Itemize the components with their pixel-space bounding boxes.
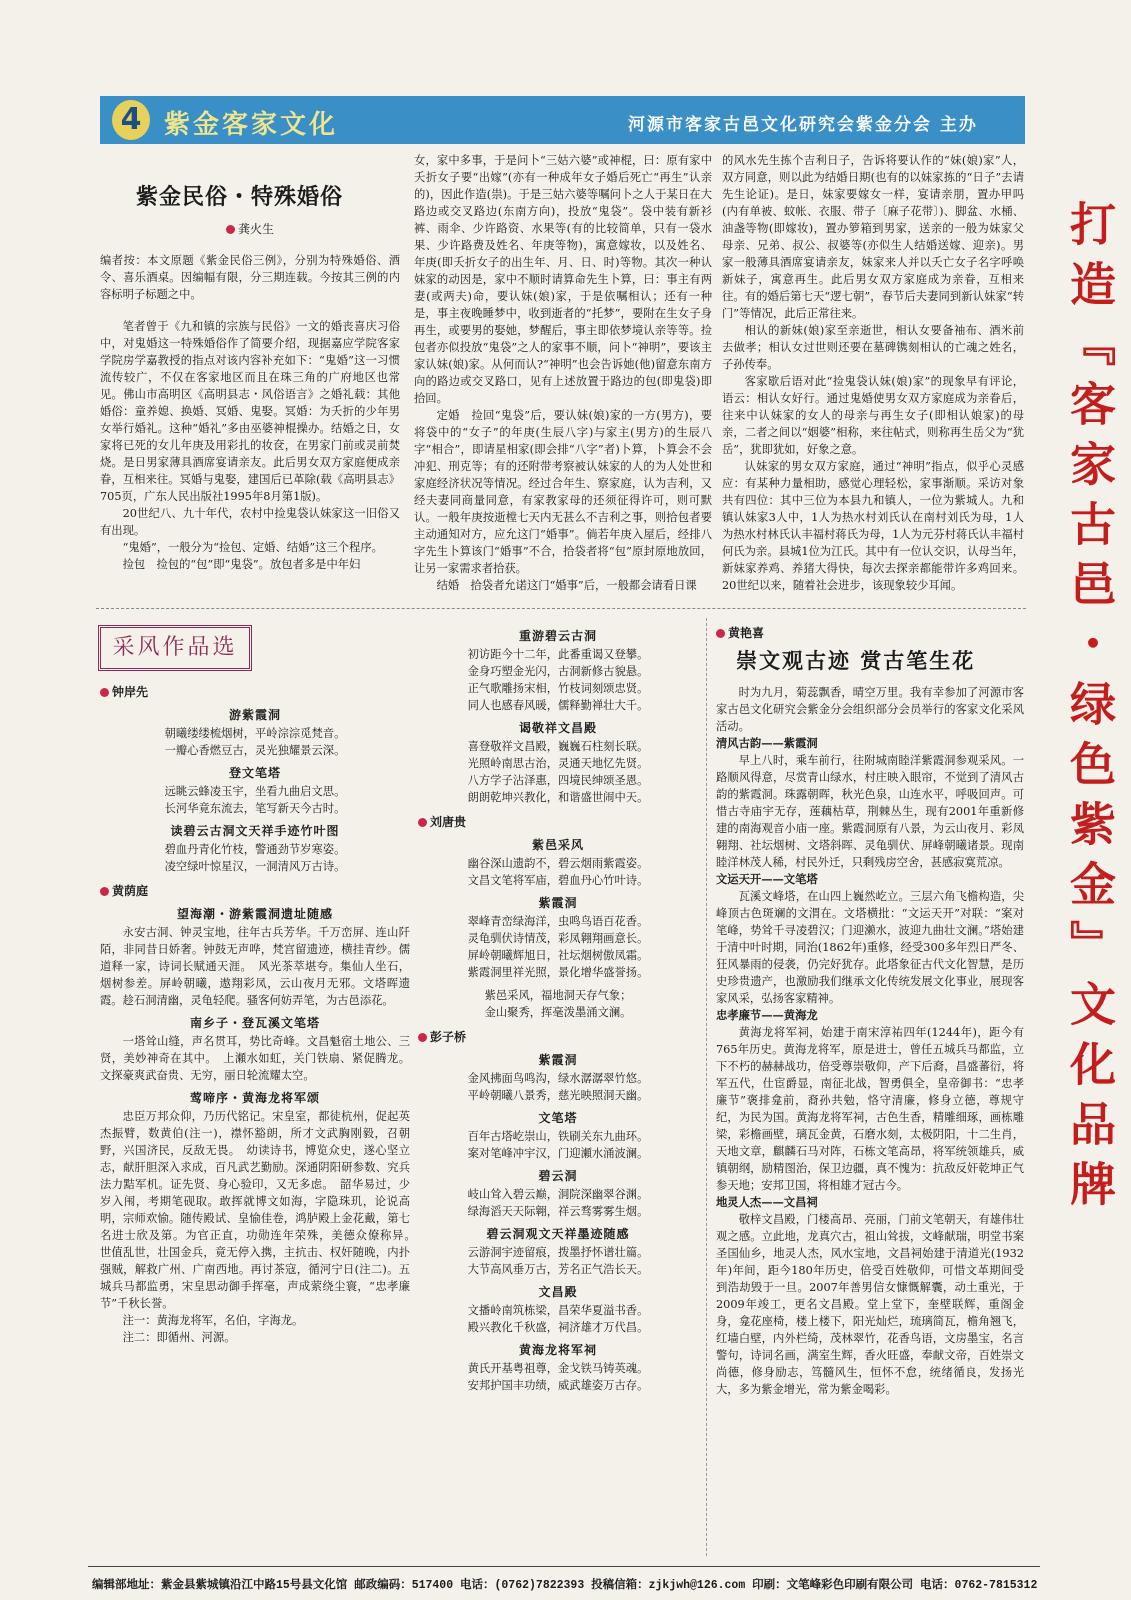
poem-author (100, 883, 410, 900)
byline-dot-icon (226, 225, 235, 234)
article-title: 紫金民俗・特殊婚俗 (136, 184, 344, 210)
paragraph: 敬梓文昌殿，门楼高昂、亮丽，门前文笔朝天，有雄伟壮观之感。立此地，龙真穴古，祖山耸拔，文峰献瑞，明堂书案圣国仙乡，地灵人杰，风水宝地，文昌祠始建于清道光(1932年)年间，距今180年历史，倍受百姓敬仰，可惜文革期间受到浩劫毁于一旦。2007年善男信女慷慨解囊，动土重光，于2009年竣工，更名文昌殿。堂上堂下，奎壁联辉，重阁金身，龛花座椅，楼上楼下，阳光灿烂，琉璃简瓦，檐角翘飞，红墙白壁，内外栏绮，茂林翠竹，花香鸟语，文房墨宝，名言警句，诗词名画，满室生辉，香火旺盛，奉献文帝，百姓崇文尚德，修身励志，笃髓风生，恒怀不怠，统绪循良，发扬光大，多为紫金增光，常为紫金喝彩。 (716, 1213, 1024, 1396)
author-name: 彭子桥 (430, 1030, 467, 1044)
author-dot-icon (418, 818, 427, 827)
poem-title: 南乡子・登瓦溪文笔塔 (189, 1016, 320, 1030)
author-dot-icon (100, 688, 109, 697)
organizer-text: 河源市客家古邑文化研究会紫金分会 主办 (628, 115, 978, 135)
poem-line: 远眺云蜂凌玉宇，坐看九曲启文思。 (164, 785, 346, 798)
author-name: 黄荫庭 (112, 884, 149, 898)
paragraph: 认妹家的男女双方家庭，通过“神明”指点，似乎心灵感应：有某种力量相助，感觉心理轻松，家事渐顺。采访对象共有四位：其中三位为本县九和镇人，一位为紫城人。九和镇认妹家3人中，1人为热水村刘氏认在南村刘氏为母，1人为热水村林氏认丰福村蒋氏为母，1人为元芬村蒋氏认丰福村何氏为亲。县城1位为江氏。其中有一位认交识，认母当年，新妹家养鸡、养猪大得快，每次去探亲都能带许多鸡回来。20世纪以来，随着社会进步，该现象较少耳闻。 (722, 460, 1024, 592)
author-dot-icon (100, 887, 109, 896)
paragraph: 客家歇后语对此“捡鬼袋认妹(娘)家”的现象早有评论，语云：相认女好行。通过鬼婚使男女双方家庭成为亲眷后，往来中认妹家的女人的母亲与再生女子(即相认娘家)的母亲，二者之间以“姻婆”相称，来往帖式，则称再生岳父为“犹岳”，犹即犹如，好象之意。 (722, 375, 1024, 456)
poem-author (418, 1029, 698, 1046)
paragraph: 女，家中多事，于是问卜“三姑六婆”或神棍，曰：原有家中夭折女子要“出嫁”(亦有一种成年女子婚后死亡“再生”认亲的)，因此作造(祟)。于是三姑六婆等嘱问卜之人于某日在大路边或交叉路边(东南方向)，投放“鬼袋”。袋中装有新衫裤、雨伞、少许路资、水果等(有的比较简单，只有一袋水果、少许路费及姓名、年庚等物)，寓意嫁妆，以及姓名、年庚(即夭折女子的出生年、月、日、时)等物。其次一种认妹家的动因是，家中不顺时请算命先生卜算，曰：事主有两妻(或两夫)命，要认妹(娘)家，于是依嘱相认；还有一种是，事主夜晚睡梦中，收到逝者的“托梦”，要附在生女子身再生，或要男的娶她，梦醒后，事主即依梦境认亲等等。捡包者亦似投放“鬼袋”之人的家事不顺，问卜“神明”，要该主家认妹(娘)家。从何而认?“神明”也会告诉她(他)留意东南方向的路边或交叉路口，见有上述放置于路边的包(即鬼袋)即拾回。 (414, 154, 712, 405)
poem-line: 岐山耸入碧云巅，洞院深幽翠谷渊。 (467, 1188, 649, 1201)
subheading: 文运天开——文笔塔 (716, 872, 818, 886)
poem-title: 游紫霞洞 (228, 708, 281, 722)
footer-rule (88, 1566, 1040, 1567)
poem-line: 朝曦缕缕梳烟树，平岭淙淙觅梵音。 (164, 727, 346, 740)
poem-title: 登文笔塔 (228, 766, 281, 780)
poem-line: 案对笔峰冲宇汉，门迎瀬水涌波澜。 (467, 1147, 649, 1160)
poem-line: 朗朗乾坤兴教化，和谐盛世闹中天。 (467, 791, 649, 804)
poem-line: 幽谷深山遗韵不，碧云烟雨紫霞姿。 (467, 857, 649, 870)
poem-title: 文昌殿 (538, 1285, 578, 1299)
poem-line: 凌空绿叶惊星汉，一洞清风万古诗。 (164, 860, 346, 873)
poem-line: 紫邑采风，福地洞天存气象； (484, 989, 632, 1002)
author-name: 黄艳喜 (728, 626, 765, 640)
paragraph: 的风水先生拣个吉利日子，告诉将要认作的“妹(娘)家”人，双方同意，则以此为结婚日期(也有的以妹家拣的“日子”去请先生论证)。是日，妹家要嫁女一样，宴请亲朋，置办甲吗(内有单被、蚊帐、衣服、带子〔麻子花带〕)、脚盆、水桶、油盏等物(即嫁妆)，置办箩箱到男家，送亲的一般为妹家父母亲、兄弟、叔公、叔婆等(亦似生人结婚送嫁、迎亲)。男家一般薄具酒席宴请亲友，妹家来人并以夭亡女子名字呼唤新妹子，寓意再生。此后男女双方家庭成为亲眷，互相来往。有的婚后第七天“逻七朝”，春节后夫妻同到新认妹家“转门”等情况，此后正常往来。 (722, 154, 1024, 320)
article-column-2 (414, 152, 712, 600)
poem-title: 碧云洞 (538, 1169, 578, 1183)
byline-dot-icon (716, 629, 725, 638)
editor-note: 编者按：本文原题《紫金民俗三例》，分别为特殊婚俗、酒令、喜乐酒桌。因编幅有限，分三期连载。今按其三例的内容标明子标题之中。 (100, 254, 400, 301)
paragraph: 瓦溪文峰塔，在山四上巍然屹立。三层六角飞檐构造，尖峰顶古色斑斓的文渭在。文塔横批：“文运天开”对联：“案对笔峰，势耸千寻凌碧汉；门迎濑水，波迎九曲壮文澜。”塔始建于清中叶时期，同治(1862年)重修，经受300多年烈日严冬、狂风暴雨的侵袭，仍完好犹存。此塔象征古代文化智慧，是历史珍贵遗产，也激励我们继承文化传统发展文化事业，展现客家风采，弘扬客家精神。 (716, 890, 1024, 1005)
poem-title: 紫霞洞 (538, 1053, 578, 1067)
poem-author (100, 684, 410, 701)
poem-title: 谒敬祥文昌殿 (518, 721, 597, 735)
poem-line: 同人也感春风暖，儒释勤禅壮大千。 (467, 699, 649, 712)
poem-title: 文笔塔 (538, 1111, 578, 1125)
poem-line: 金山聚秀，挥毫泼墨涌文澜。 (484, 1006, 632, 1019)
poem-title: 读碧云古洞文天祥手迹竹叶图 (170, 824, 340, 838)
poem-text: 一塔耸山缝，声名贯耳，势比奇峰。文昌魁宿土地公、三贤，美妙神奇在其中。 上瀬水如虹，关门铁扇、紧促腾龙。文探豪爽武奋贵、无穷，丽日轮流耀太空。 (100, 1035, 410, 1082)
poem-line: 光照岭南思古治，灵通天地忆先贤。 (467, 757, 649, 770)
poem-line: 一瓣心香燃豆古，灵光独耀景云深。 (164, 744, 346, 757)
poem-title: 紫邑采风 (531, 838, 584, 852)
poem-line: 八方学子沾泽惠，四境民绅颂圣恩。 (467, 774, 649, 787)
article-title: 崇文观古迹 赏古笔生花 (736, 648, 976, 673)
paragraph: 笔者曾于《九和镇的宗族与民俗》一文的婚丧喜庆习俗中，对鬼婚这一特殊婚俗作了简要介绍，现据嘉应学院客家学院房学嘉教授的指点对该内容补充如下：“鬼婚”这一习惯流传较广，不仅在客家地区而且在珠三角的广府地区也常见。佛山市高明区《高明县志・风俗语言》之婚礼载：其他婚俗：童养媳、换婚、冥婚、鬼娶。冥婚：为夭折的少年男女举行婚礼。这种“婚礼”多由巫婆神棍操办。结婚之日，女家将已死的女儿年庚及用彩扎的妆奁，在男家门前或灵前焚烧。是日男家薄具酒席宴请亲友。此后男女双方家庭便成亲眷，互相来往。冥婚与鬼娶，建国后已革除(载《高明县志》705页，广东人民出版社1995年8月第1版)。 (100, 320, 400, 503)
poem-line: 百年古塔屹崇山，铁刷关东九曲环。 (467, 1130, 649, 1143)
poem-title: 望海潮・游紫霞洞遗址随感 (176, 907, 333, 921)
paragraph: “鬼婚”，一般分为“捡包、定婚、结婚”这三个程序。 (122, 541, 383, 554)
poem-line: 翠峰青峦绿海洋，虫鸣鸟语百花香。 (467, 915, 649, 928)
poems-column-1 (100, 676, 422, 1556)
paragraph: 时为九月，菊蕊飘香，晴空万里。我有幸参加了河源市客家古邑文化研究会紫金分会组织部分会员举行的客家文化采风活动。 (716, 686, 1024, 733)
poem-line: 安邦护国丰功绩，威武雄姿万古存。 (467, 1379, 649, 1392)
poem-line: 云游洞宇迹留痕，拨墨抒怀谱壮篇。 (467, 1246, 649, 1259)
poem-line: 初访距今十二年，此番重谒又登攀。 (467, 648, 649, 661)
poem-line: 平岭朝曦八景秀，慈光映照洞天幽。 (467, 1089, 649, 1102)
poem-title: 黄海龙将军祠 (518, 1343, 597, 1357)
footer-contact: 编辑部地址：紫金县紫城镇沿江中路15号县文化馆 邮政编码：517400 电话：(0762)7822393 投稿信箱：zjkjwh@126.com 印刷：文笔峰彩色印刷有限公司 电话：0762-7815312 (92, 1579, 1038, 1592)
poem-line: 正气歌雕扬宋相，竹枝词刻颂忠贤。 (467, 682, 649, 695)
author-name: 龚火生 (238, 222, 275, 236)
poem-title: 碧云洞观文天祥墨迹随感 (486, 1227, 630, 1241)
poem-line: 紫霞洞里祥光照，景化增华盛誉扬。 (467, 966, 649, 979)
paragraph: 黄海龙将军祠，始建于南宋淳祐四年(1244年)，距今有765年历史。黄海龙将军，原是进士，曾任五城兵马都监，立下不朽的赫赫战功，倍受尊崇敬仰，产下后裔，昌盛蕃衍，将军五代，仕宦爵显，南征北战，智勇俱全，皇帝御书：“忠孝廉节”褒排龛前，裔孙共勉，恪守清廉，修身立德，尊规守纪，为民为国。黄海龙将军祠，古色生香，精雕细琢，画栋雕梁，彩檐画壁，璃瓦金黄，石磨水刻，太极阴阳，十二生肖，天地文章，麒麟石马对阵，石栋文笔高昂，将军统领雄兵，威镇朝纲，励精图治，保卫边疆，真不愧为：抗敌反奸乾坤正气参天地；安邦卫国，将相雄才冠古今。 (716, 1026, 1024, 1192)
section-divider (96, 608, 1026, 609)
author-dot-icon (418, 1033, 427, 1042)
poem-line: 大节高风垂万古，芳名正气浩长天。 (467, 1263, 649, 1276)
paragraph: 20世纪八、九十年代，农村中捡鬼袋认妹家这一旧俗又有出现。 (100, 507, 400, 537)
poem-note: 注二：即循州、河源。 (122, 1331, 236, 1344)
author-name: 钟岸先 (112, 685, 149, 699)
paragraph: 定婚 捡回“鬼袋”后，要认妹(娘)家的一方(男方)，要将袋中的“女子”的年庚(生辰八字)与家主(男方)的生辰八字“相合”，即请星相家(即会排“八字”者)卜算，卜算会不会冲犯、刑克等；有的还附带考察被认妹家的人的为人处世和家庭经济状况等情况。经过合年生、察家庭，认为吉利，又经夫妻同商量同意，有家教家母的还须征得许可，则可默认。一般年庚按逝樘七天内无甚么不吉利之事，则拾包者要主动通知对方，应允这门“婚事”。倘若年庚入屋后，经排八字先生卜算该门“婚事”不合，拾袋者将“包”原封原地放回，让另一家需求者拾获。 (414, 409, 712, 575)
poem-title: 紫霞洞 (538, 896, 578, 910)
author-name: 刘唐贵 (430, 815, 467, 829)
poem-line: 长河华竟东流去，笔写新天今古时。 (164, 802, 346, 815)
poem-line: 黄氏开基粤祖尊，金戈铁马铸英魂。 (467, 1362, 649, 1375)
poem-line: 金身巧塑金光闪，古洞新修古貌悬。 (467, 665, 649, 678)
poem-author (418, 814, 698, 831)
paragraph: 捡包 捡包的“包”即“鬼袋”。放包者多是中年妇 (122, 558, 361, 571)
poem-title: 莺啼序・黄海龙将军颂 (189, 1091, 320, 1105)
article-byline (226, 220, 274, 237)
poem-line: 屏岭朝曦辉旭日，社坛烟树傲凤霜。 (467, 949, 649, 962)
poem-title: 重游碧云古洞 (518, 629, 597, 643)
article-right-column (716, 684, 1024, 1556)
poem-line: 绿海滔天天际翱，祥云骛雾雾生烟。 (467, 1205, 649, 1218)
paragraph: 相认的新妹(娘)家至亲逝世，相认女要备袖布、酒米前去做孝；相认女过世则还要在墓碑镌刻相认的亡魂之姓名，子孙传奉。 (722, 324, 1024, 371)
article-byline (716, 624, 764, 641)
poem-line: 碧血丹青化竹枝，警通劲节岁寒姿。 (164, 843, 346, 856)
poem-line: 金风拂面鸟鸣沟，绿水潺潺翠竹悠。 (467, 1072, 649, 1085)
poem-text: 忠臣万邦众仰，乃历代铭记。宋皇室，都徒杭州，促起英杰振臂，数黄伯(注一)，襟怀豁朗，所才文武胸刚毅，召朝野，兴国济民，反敌无畏。 幼读诗书，博览众史，遂心坚立志，献肝胆深入求成，百凡武艺勤励。深通阴阳研参数、究兵法力黠军机。证先贤、身心验印，又无多虑。 韶华易过，少岁入闱，考期笔砚取。敢挥就博文如海，字隐珠玑，论说高明，宗师欢愉。随传殿试、皇愉佳卷，鸿胪殿上金花戴，第七名进士欣及第。为官正直，功勋连年荣殊，美德众僚称异。 世值乱世，壮国金兵，竟无停入携，主抗击、权奸随晚，内扑强贼，解救广州、广南西地。再讨茶寇，循河宁日(注二)。五城兵马都监勇，宋皇思动御手挥毫，声成萦绕尘寰，“忠孝廉节”千秋长誉。 (100, 1110, 422, 1310)
subheading: 地灵人杰——文昌祠 (716, 1195, 818, 1209)
poem-line: 灵龟驯伏诗情茂，彩凤翱翔画意长。 (467, 932, 649, 945)
poem-line: 文播岭南筑栋梁，昌荣华夏溢书香。 (467, 1304, 649, 1317)
column-divider (706, 618, 707, 1556)
poem-text: 永安古洞、钟灵宝地，往年古兵芳华。千万峦屏、连山阡陌，非同昔日娇奢。钟鼓无声哗，梵宫留遗迹，横挂青纱。儒道释一家，诗词长赋通天涯。 风光茶萃堪夸。集仙人坐石，烟树参差。屏岭朝曦，遨翔彩凤，云山夜月无邪。文塔晖遗霞。趁石洞清幽，灵龟轻爬。骚客何妨弄笔，为古邑添花。 (100, 926, 410, 1007)
poem-line: 喜登敬祥文昌殿，巍巍石柱刻长联。 (467, 740, 649, 753)
subheading: 清风古韵——紫霞洞 (716, 736, 818, 750)
section-title: 紫金客家文化 (164, 110, 339, 140)
article-column-3 (722, 152, 1024, 600)
poem-line: 文昌文笔将军庙，碧血丹心竹叶诗。 (467, 874, 649, 887)
poem-line: 殿兴教化千秋盛，祠济雄才万代昌。 (467, 1321, 649, 1334)
poem-note: 注一：黄海龙将军，名伯，字海龙。 (122, 1314, 304, 1327)
poems-column-2 (418, 622, 698, 1556)
article-column-1 (100, 318, 400, 600)
page-number-badge: 4 (112, 100, 150, 140)
subheading: 忠孝廉节——黄海龙 (716, 1008, 818, 1022)
paragraph: 结婚 拾袋者允诺这门“婚事”后，一般都会请看日课 (436, 579, 697, 592)
side-slogan: 打造『客家古邑・绿色紫金』文化品牌 (1063, 200, 1117, 1220)
caifeng-label: 采风作品选 (98, 625, 252, 671)
paragraph: 早上八时，乘车前行，往附城南睦洋紫霞洞参观采风。一路顺风得意，尽赏青山绿水，村庄映入眼帘，不觉到了清风古韵的紫霞洞。珠露朝晖，秋光色泉，山连水平，呼吸回声。可惜古寺庙宇无存，莲藕枯草，荆棘丛生，现有2001年重新修建的南海观音小庙一座。紫霞洞原有八景，为云山夜月、彩凤翱翔、社坛烟树、文塔斜晖、灵龟驯伏、屏峰朝曦诸景。现南睦洋林茂人稀，村民外迁，只剩残房空舍，甚感寂寞荒凉。 (716, 754, 1024, 869)
